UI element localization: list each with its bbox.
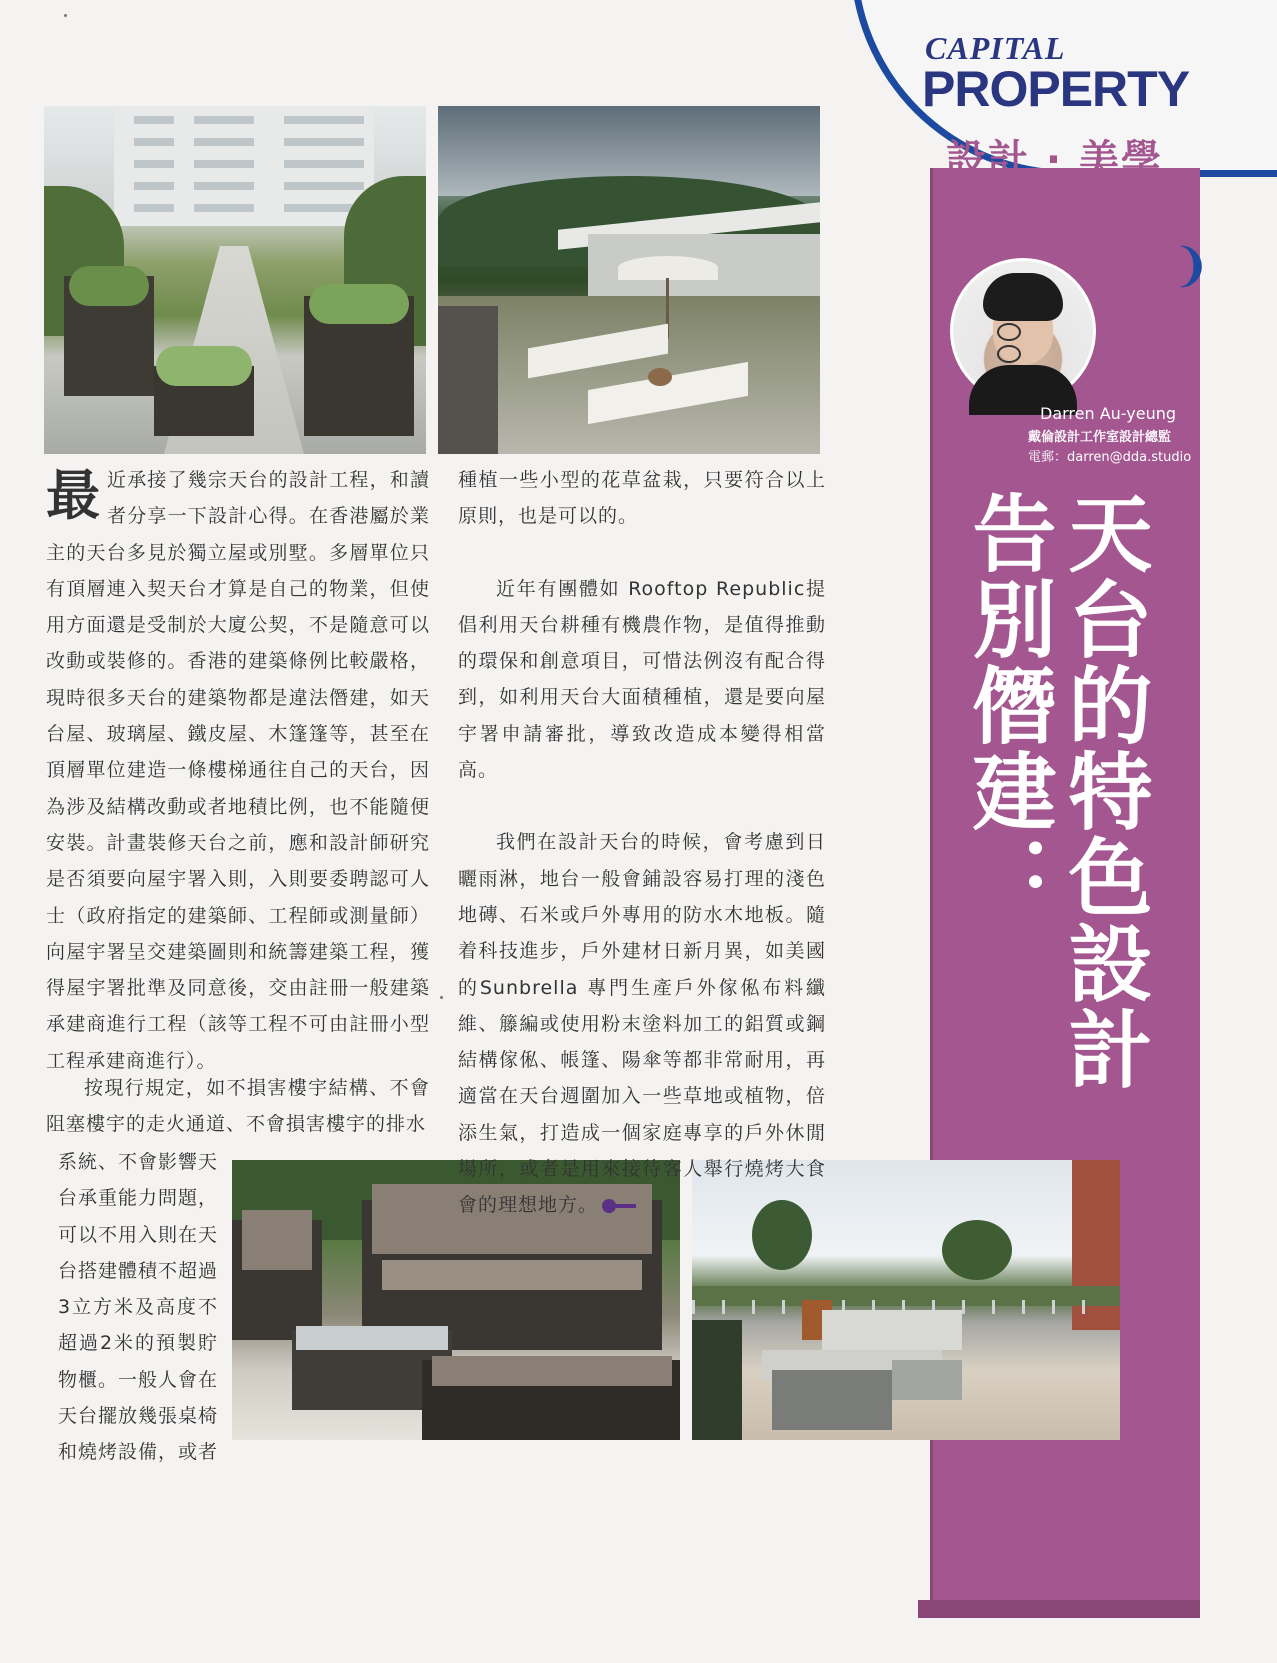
article-column-2 xyxy=(458,462,826,1224)
column1-paragraph-1: 近承接了幾宗天台的設計工程，和讀者分享一下設計心得。在香港屬於業主的天台多見於獨立屋或別墅。多層單位只有頂層連入契天台才算是自己的物業，但使用方面還是受制於大廈公契，不是隨意可以改動或裝修的。香港的建築條例比較嚴格，現時很多天台的建築物都是違法僭建，如天台屋、玻璃屋、鐵皮屋、木篷篷等，甚至在頂層單位建造一條樓梯通往自己的天台，因為涉及結構改動或者地積比例，也不能隨便安裝。計畫裝修天台之前，應和設計師研究是否須要向屋宇署入則，入則要委聘認可人士（政府指定的建築師、工程師或測量師）向屋宇署呈交建築圖則和統籌建築工程，獲得屋宇署批準及同意後，交由註冊一般建築承建商進行工程（該等工程不可由註冊小型工程承建商進行）。 xyxy=(46,469,430,1072)
section-label: 設計 · 美學 xyxy=(946,137,1164,183)
author-role: 戴倫設計工作室設計總監 xyxy=(1028,430,1172,445)
column1-paragraph-2: 按現行規定，如不損害樓宇結構、不會阻塞樓宇的走火通道、不會損害樓宇的排水 xyxy=(46,1077,430,1136)
author-name: Darren Au-yeung xyxy=(1040,404,1177,423)
masthead-property: PROPERTY xyxy=(922,61,1190,117)
band-bottom-edge xyxy=(918,1600,1200,1618)
drop-cap: 最 xyxy=(46,464,101,527)
key-icon xyxy=(602,1199,636,1213)
author-email: 電郵：darren@dda.studio xyxy=(1028,450,1192,465)
column2-paragraph-1: 種植一些小型的花草盆栽，只要符合以上原則，也是可以的。 xyxy=(458,469,826,528)
scan-speck xyxy=(440,996,443,999)
column2-paragraph-2: 近年有團體如 Rooftop Republic提倡利用天台耕種有機農作物，是值得推動的環保和創意項目，可惜法例沒有配合得到，如利用天台大面積種植，還是要向屋宇署申請審批，導致改造成本變得相當高。 xyxy=(458,577,826,782)
column1-paragraph-2-continued: 系統、不會影響天台承重能力問題，可以不用入則在天台搭建體積不超過3立方米及高度不超過2米的預製貯物櫃。一般人會在天台擺放幾張桌椅和燒烤設備，或者 xyxy=(58,1151,219,1464)
logo-swirl-icon: ❩ xyxy=(1172,238,1211,292)
scan-speck xyxy=(64,14,67,17)
article-title-line2: 告別僭建： xyxy=(959,490,1057,920)
article-title-line1: 天台的特色設計 xyxy=(1055,490,1153,1092)
article-column-1 xyxy=(46,462,430,1079)
column2-paragraph-3-text: 我們在設計天台的時候，會考慮到日曬雨淋，地台一般會鋪設容易打理的淺色地磚、石米或戶外專用的防水木地板。隨着科技進步，戶外建材日新月異，如美國的Sunbrella 專門生產戶外傢俬布料纖維、籐編或使用粉末塗料加工的鋁質或鋼結構傢俬、帳篷、陽傘等都非常耐用，再適當在天台週圍加入一些草地或植物，倍添生氣，打造成一個家庭專享的戶外休閒場所，或者是用來接待客人舉行燒烤大食會的理想地方。 xyxy=(458,831,826,1217)
author-avatar xyxy=(950,258,1096,404)
column2-paragraph-3 xyxy=(458,824,826,1223)
masthead-capital: CAPITAL xyxy=(925,30,1066,66)
photo-rooftop-garden xyxy=(44,106,426,454)
photo-terrace-loungers xyxy=(438,106,820,454)
